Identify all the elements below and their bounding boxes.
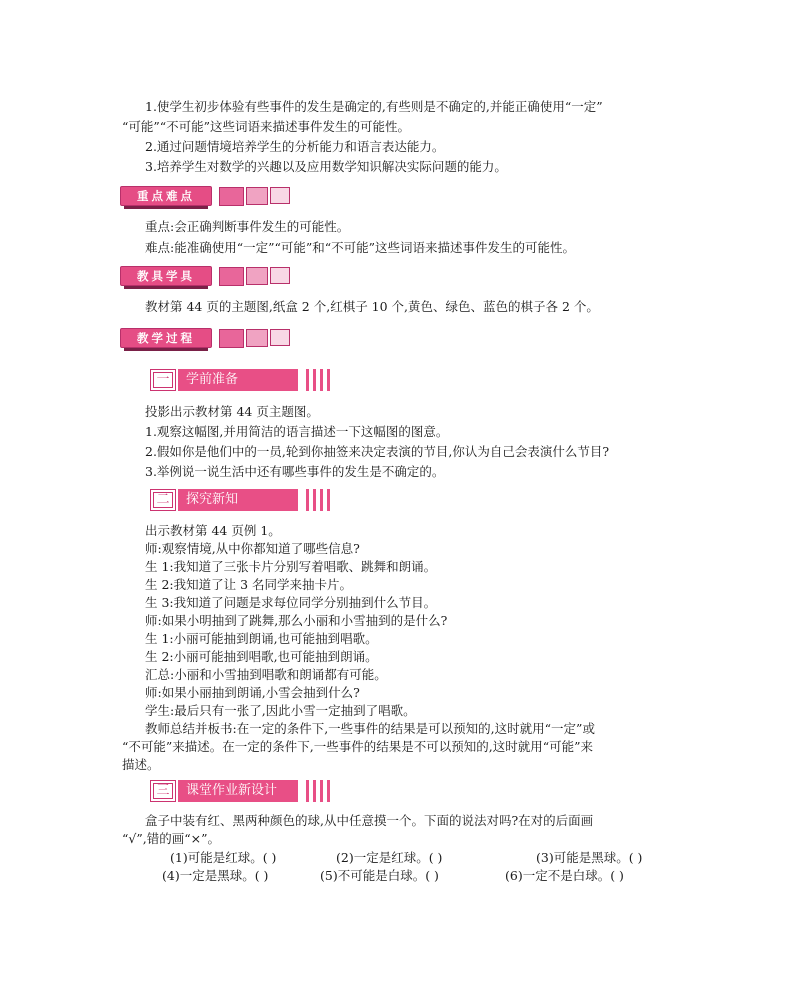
- key-point: 重点:会正确判断事件发生的可能性。: [145, 219, 350, 234]
- objective-1a: 1.使学生初步体验有些事件的发生是确定的,有些则是不确定的,并能正确使用“一定”: [145, 99, 603, 114]
- subsection-number: 一: [150, 369, 176, 391]
- prep-line: 2.假如你是他们中的一员,轮到你抽签来决定表演的节目,你认为自己会表演什么节目?: [145, 444, 610, 459]
- homework-item: (2)一定是红球。( ): [336, 850, 443, 865]
- homework-item: (6)一定不是白球。( ): [505, 868, 624, 883]
- subsection-title: 探究新知: [178, 489, 298, 511]
- explore-line: 生 1:我知道了三张卡片分别写着唱歌、跳舞和朗诵。: [145, 559, 437, 574]
- decor-square: [270, 267, 290, 284]
- section-title: 教具学具: [120, 266, 212, 286]
- objective-3: 3.培养学生对数学的兴趣以及应用数学知识解决实际问题的能力。: [145, 159, 507, 174]
- explore-line: 生 2:小丽可能抽到唱歌,也可能抽到朗诵。: [145, 649, 378, 664]
- explore-line: 汇总:小丽和小雪抽到唱歌和朗诵都有可能。: [145, 667, 387, 682]
- materials-text: 教材第 44 页的主题图,纸盒 2 个,红棋子 10 个,黄色、绿色、蓝色的棋子各 2 个。: [145, 299, 599, 314]
- homework-intro: 盒子中装有红、黑两种颜色的球,从中任意摸一个。下面的说法对吗?在对的后面画: [145, 813, 594, 828]
- objective-1b: “可能”“不可能”这些词语来描述事件发生的可能性。: [122, 119, 411, 134]
- explore-line: 师:观察情境,从中你都知道了哪些信息?: [145, 541, 360, 556]
- homework-intro: “√”,错的画“×”。: [122, 831, 220, 846]
- decor-square: [246, 267, 268, 285]
- homework-item: (5)不可能是白球。( ): [320, 868, 439, 883]
- homework-item: (4)一定是黑球。( ): [162, 868, 269, 883]
- explore-line: 生 3:我知道了问题是求每位同学分别抽到什么节目。: [145, 595, 437, 610]
- subsection-title: 课堂作业新设计: [178, 780, 298, 802]
- prep-line: 投影出示教材第 44 页主题图。: [145, 404, 319, 419]
- decor-square: [270, 329, 290, 346]
- difficult-point: 难点:能准确使用“一定”“可能”和“不可能”这些词语来描述事件发生的可能性。: [145, 240, 576, 255]
- section-title: 教学过程: [120, 328, 212, 348]
- decor-square: [270, 187, 290, 204]
- decor-square: [219, 187, 244, 206]
- explore-line: 教师总结并板书:在一定的条件下,一些事件的结果是可以预知的,这时就用“一定”或: [145, 721, 595, 736]
- decor-square: [246, 187, 268, 205]
- decor-square: [246, 329, 268, 347]
- explore-line: 生 2:我知道了让 3 名同学来抽卡片。: [145, 577, 353, 592]
- subsection-number: 三: [150, 780, 176, 802]
- explore-line: 生 1:小丽可能抽到朗诵,也可能抽到唱歌。: [145, 631, 378, 646]
- explore-line: 出示教材第 44 页例 1。: [145, 523, 281, 538]
- subsection-title: 学前准备: [178, 369, 298, 391]
- explore-line: 学生:最后只有一张了,因此小雪一定抽到了唱歌。: [145, 703, 416, 718]
- decor-square: [219, 329, 244, 348]
- decor-square: [219, 267, 244, 286]
- homework-item: (1)可能是红球。( ): [170, 850, 277, 865]
- prep-line: 1.观察这幅图,并用简洁的语言描述一下这幅图的图意。: [145, 424, 449, 439]
- prep-line: 3.举例说一说生活中还有哪些事件的发生是不确定的。: [145, 464, 445, 479]
- subsection-number: 二: [150, 489, 176, 511]
- objective-2: 2.通过问题情境培养学生的分析能力和语言表达能力。: [145, 139, 445, 154]
- explore-line: 师:如果小明抽到了跳舞,那么小丽和小雪抽到的是什么?: [145, 613, 448, 628]
- explore-line: 师:如果小丽抽到朗诵,小雪会抽到什么?: [145, 685, 360, 700]
- explore-line: “不可能”来描述。在一定的条件下,一些事件的结果是不可以预知的,这时就用“可能”来: [122, 739, 594, 754]
- section-title: 重点难点: [120, 186, 212, 206]
- explore-line: 描述。: [122, 757, 160, 772]
- homework-item: (3)可能是黑球。( ): [536, 850, 643, 865]
